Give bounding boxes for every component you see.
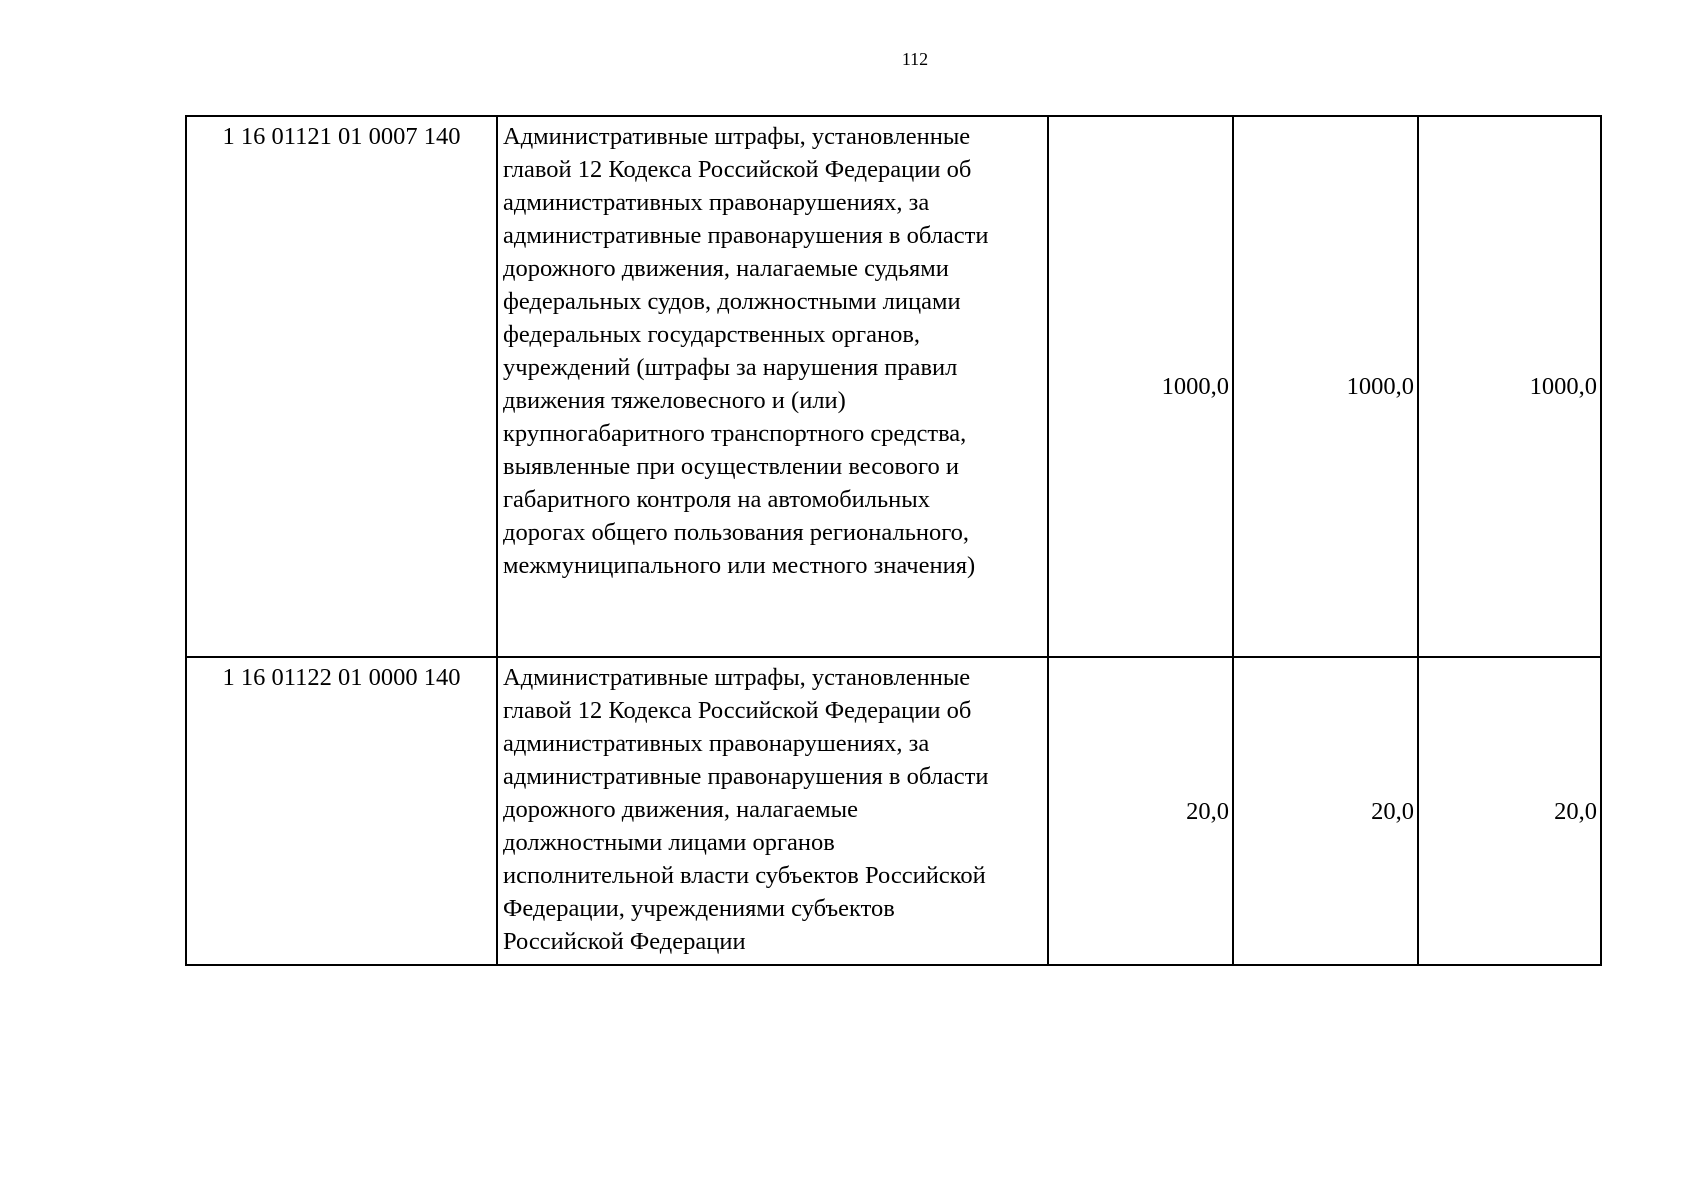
description-cell — [497, 657, 1048, 965]
description-line: административных правонарушениях, за — [503, 189, 930, 216]
description-line: крупногабаритного транспортного средства, — [503, 420, 967, 447]
description-line: Административные штрафы, установленные — [503, 664, 971, 691]
description-line: межмуниципального или местного значения) — [503, 552, 976, 579]
value-cell-2: 1000,0 — [1233, 116, 1418, 657]
description-line: выявленные при осуществлении весового и — [503, 453, 959, 480]
description-line: дорогах общего пользования регионального, — [503, 519, 970, 546]
value-cell-2: 20,0 — [1233, 657, 1418, 965]
table-row — [186, 116, 1601, 657]
description-line: главой 12 Кодекса Российской Федерации об — [503, 156, 972, 183]
description-line: движения тяжеловесного и (или) — [503, 387, 846, 414]
value-cell-3: 1000,0 — [1418, 116, 1601, 657]
budget-code-cell: 1 16 01121 01 0007 140 — [186, 116, 497, 657]
description-line: дорожного движения, налагаемые судьями — [503, 255, 949, 282]
description-line: Федерации, учреждениями субъектов — [503, 895, 895, 922]
description-line: федеральных государственных органов, — [503, 321, 921, 348]
description-line: исполнительной власти субъектов Российской — [503, 862, 986, 889]
page-number: 112 — [901, 49, 929, 69]
value-cell-3: 20,0 — [1418, 657, 1601, 965]
budget-revenue-table — [185, 115, 1602, 966]
description-line: Российской Федерации — [503, 928, 746, 955]
description-line: федеральных судов, должностными лицами — [503, 288, 961, 315]
table-row — [186, 657, 1601, 965]
description-line: учреждений (штрафы за нарушения правил — [503, 354, 958, 381]
description-line: административные правонарушения в области — [503, 222, 989, 249]
value-cell-1: 1000,0 — [1048, 116, 1233, 657]
description-line: административные правонарушения в области — [503, 763, 989, 790]
description-cell — [497, 116, 1048, 657]
description-line: административных правонарушениях, за — [503, 730, 930, 757]
value-cell-1: 20,0 — [1048, 657, 1233, 965]
description-line: Административные штрафы, установленные — [503, 123, 971, 150]
description-line: должностными лицами органов — [503, 829, 835, 856]
description-line: габаритного контроля на автомобильных — [503, 486, 930, 513]
budget-code-cell: 1 16 01122 01 0000 140 — [186, 657, 497, 965]
description-line: дорожного движения, налагаемые — [503, 796, 859, 823]
description-line: главой 12 Кодекса Российской Федерации об — [503, 697, 972, 724]
